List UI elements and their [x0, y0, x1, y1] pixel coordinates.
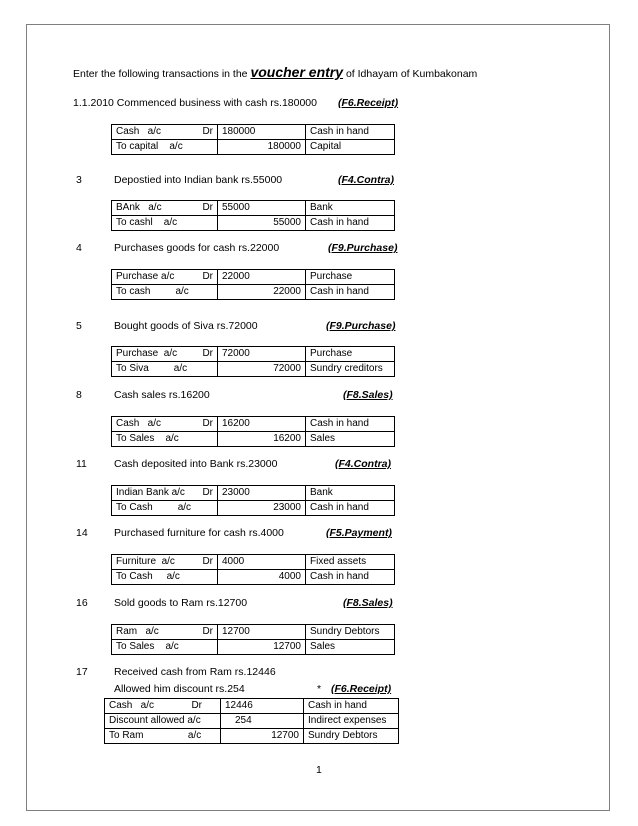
transaction-date: 4: [76, 242, 82, 254]
amount-cell: [218, 285, 306, 300]
account-cell: [112, 501, 218, 516]
voucher-table-1: [111, 124, 395, 155]
amount-value: 55000: [222, 202, 250, 213]
amount-cell: [218, 347, 306, 362]
account-cell: [112, 216, 218, 231]
amount-cell: [218, 432, 306, 447]
account-name: To Cash a/c: [116, 571, 180, 582]
account-cell: [112, 140, 218, 155]
account-name: Cash a/c: [116, 126, 162, 137]
transaction-description: Purchases goods for cash rs.22000: [114, 242, 280, 254]
account-name: To Sales a/c: [116, 641, 179, 652]
transaction-code: (F9.Purchase): [328, 242, 398, 254]
account-name: Ram a/c: [116, 626, 159, 637]
transaction-code: (F6.Receipt): [338, 97, 399, 109]
head-cell: Cash in hand: [306, 570, 395, 585]
amount-value: 22000: [273, 286, 301, 297]
table-row: [112, 625, 395, 640]
dr-label: Dr: [202, 348, 213, 359]
account-cell: [112, 285, 218, 300]
account-name: Cash a/c: [109, 700, 155, 711]
transaction-description: Bought goods of Siva rs.72000: [114, 320, 258, 332]
amount-cell: [218, 501, 306, 516]
amount-cell: [218, 417, 306, 432]
table-row: [112, 285, 395, 300]
head-cell: Cash in hand: [306, 501, 395, 516]
transaction-code: (F8.Sales): [343, 597, 393, 609]
transaction-description: Received cash from Ram rs.12446: [114, 666, 276, 678]
intro-emphasis: voucher entry: [250, 64, 344, 80]
transaction-description: Sold goods to Ram rs.12700: [114, 597, 248, 609]
head-cell: Cash in hand: [306, 285, 395, 300]
amount-value: 72000: [273, 363, 301, 374]
head-cell: Capital: [306, 140, 395, 155]
head-cell: Sales: [306, 640, 395, 655]
amount-cell: [218, 486, 306, 501]
head-cell: Fixed assets: [306, 555, 395, 570]
dr-label: Dr: [202, 626, 213, 637]
amount-cell: [218, 201, 306, 216]
dr-label: Dr: [202, 556, 213, 567]
transaction-date: 3: [76, 174, 82, 186]
transaction-description: Purchased furniture for cash rs.4000: [114, 527, 284, 539]
head-cell: Cash in hand: [304, 699, 399, 714]
table-row: [112, 201, 395, 216]
account-cell: [112, 555, 218, 570]
voucher-table-4: [111, 346, 395, 377]
account-cell: [112, 347, 218, 362]
head-cell: Sundry creditors: [306, 362, 395, 377]
head-cell: Cash in hand: [306, 216, 395, 231]
amount-value: 12700: [222, 626, 250, 637]
table-row: [112, 432, 395, 447]
head-cell: Bank: [306, 201, 395, 216]
account-name: To Ram a/c: [109, 730, 202, 741]
transaction-date: 8: [76, 389, 82, 401]
table-row: [112, 362, 395, 377]
amount-value: 4000: [278, 571, 301, 582]
transaction-date: 1.1.2010: [73, 97, 114, 109]
transaction-code: (F5.Payment): [326, 527, 392, 539]
account-cell: [112, 640, 218, 655]
amount-cell: [218, 140, 306, 155]
amount-value: 180000: [222, 126, 256, 137]
amount-value: 12700: [271, 730, 299, 741]
table-row: [105, 714, 399, 729]
account-name: Cash a/c: [116, 418, 162, 429]
dr-label: Dr: [202, 202, 213, 213]
table-row: [112, 555, 395, 570]
transaction-description: Cash sales rs.16200: [114, 389, 210, 401]
account-name: To cashl a/c: [116, 217, 178, 228]
amount-cell: [218, 570, 306, 585]
account-cell: [105, 699, 221, 714]
account-cell: [105, 729, 221, 744]
head-cell: Cash in hand: [306, 417, 395, 432]
account-cell: [112, 201, 218, 216]
head-cell: Purchase: [306, 270, 395, 285]
voucher-table-8: [111, 624, 395, 655]
table-row: [112, 125, 395, 140]
amount-cell: [218, 555, 306, 570]
page-number: 1: [316, 764, 322, 776]
intro-line: [73, 66, 477, 81]
account-name: Furniture a/c: [116, 556, 175, 567]
amount-value: 72000: [222, 348, 250, 359]
head-cell: Sales: [306, 432, 395, 447]
amount-cell: [218, 216, 306, 231]
table-row: [112, 486, 395, 501]
transaction-marker: *: [317, 683, 322, 695]
voucher-table-7: [111, 554, 395, 585]
transaction-date: 5: [76, 320, 82, 332]
table-row: [112, 570, 395, 585]
account-cell: [112, 432, 218, 447]
transaction-code: (F4.Contra): [338, 174, 394, 186]
amount-value: 55000: [273, 217, 301, 228]
head-cell: Cash in hand: [306, 125, 395, 140]
head-cell: Indirect expenses: [304, 714, 399, 729]
voucher-table-2: [111, 200, 395, 231]
head-cell: Sundry Debtors: [304, 729, 399, 744]
transaction-description: Depostied into Indian bank rs.55000: [114, 174, 283, 186]
account-name: Purchase a/c: [116, 348, 178, 359]
amount-cell: [218, 125, 306, 140]
account-name: To Siva a/c: [116, 363, 188, 374]
amount-cell: [218, 625, 306, 640]
amount-cell: [218, 362, 306, 377]
table-row: [112, 640, 395, 655]
account-cell: [112, 362, 218, 377]
account-name: To capital a/c: [116, 141, 183, 152]
amount-value: 23000: [273, 502, 301, 513]
account-name: To Cash a/c: [116, 502, 192, 513]
intro-suffix: of Idhayam of Kumbakonam: [345, 68, 478, 80]
transaction-code: (F9.Purchase): [326, 320, 396, 332]
amount-value: 12700: [273, 641, 301, 652]
amount-value: 22000: [222, 271, 250, 282]
dr-label: Dr: [202, 487, 213, 498]
account-name: Indian Bank a/c: [116, 487, 185, 498]
head-cell: Bank: [306, 486, 395, 501]
account-name: To cash a/c: [116, 286, 189, 297]
table-row: [112, 417, 395, 432]
transaction-date: 17: [76, 666, 88, 678]
dr-label: Dr: [202, 418, 213, 429]
account-cell: [112, 125, 218, 140]
amount-value: 12446: [225, 700, 253, 711]
transaction-date: 16: [76, 597, 88, 609]
transaction-code: (F4.Contra): [335, 458, 391, 470]
account-cell: [105, 714, 221, 729]
account-cell: [112, 625, 218, 640]
transaction-date: 14: [76, 527, 88, 539]
account-name: BAnk a/c: [116, 202, 162, 213]
amount-value: 16200: [273, 433, 301, 444]
table-row: [112, 501, 395, 516]
account-name: Discount allowed a/c: [109, 715, 201, 726]
head-cell: Purchase: [306, 347, 395, 362]
amount-value: 180000: [267, 141, 301, 152]
voucher-table-9: [104, 698, 399, 744]
dr-label: Dr: [191, 700, 202, 711]
amount-cell: [221, 699, 304, 714]
account-cell: [112, 570, 218, 585]
amount-value: 23000: [222, 487, 250, 498]
transaction-description-2: Allowed him discount rs.254: [114, 683, 245, 695]
dr-label: Dr: [202, 271, 213, 282]
account-cell: [112, 486, 218, 501]
head-cell: Sundry Debtors: [306, 625, 395, 640]
amount-cell: [218, 270, 306, 285]
account-name: Purchase a/c: [116, 271, 175, 282]
amount-value: 4000: [222, 556, 245, 567]
table-row: [105, 699, 399, 714]
amount-cell: [221, 714, 304, 729]
voucher-table-3: [111, 269, 395, 300]
account-name: To Sales a/c: [116, 433, 179, 444]
voucher-table-5: [111, 416, 395, 447]
amount-cell: [218, 640, 306, 655]
transaction-code: (F6.Receipt): [331, 683, 392, 695]
transaction-date: 11: [76, 458, 87, 470]
account-cell: [112, 417, 218, 432]
table-row: [112, 140, 395, 155]
transaction-description: Cash deposited into Bank rs.23000: [114, 458, 278, 470]
table-row: [112, 347, 395, 362]
amount-value: 16200: [222, 418, 250, 429]
transaction-description: Commenced business with cash rs.180000: [116, 97, 317, 109]
intro-prefix: Enter the following transactions in the: [73, 68, 248, 80]
amount-value: 254: [235, 715, 252, 726]
dr-label: Dr: [202, 126, 213, 137]
voucher-table-6: [111, 485, 395, 516]
table-row: [112, 270, 395, 285]
table-row: [112, 216, 395, 231]
amount-cell: [221, 729, 304, 744]
table-row: [105, 729, 399, 744]
account-cell: [112, 270, 218, 285]
transaction-code: (F8.Sales): [343, 389, 393, 401]
transaction-1-line: [73, 97, 317, 110]
